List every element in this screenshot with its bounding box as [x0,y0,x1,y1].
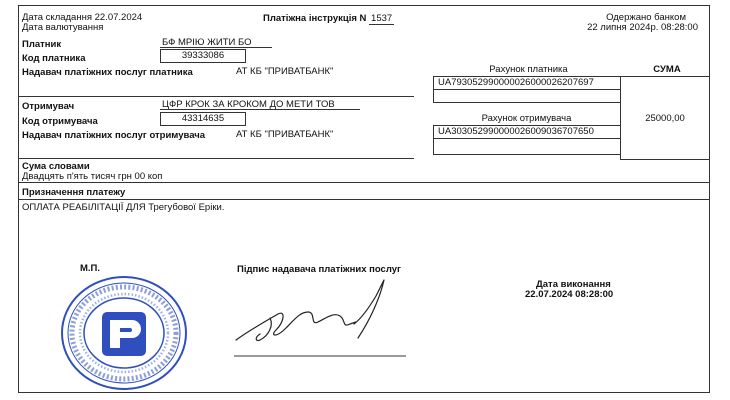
payee-name: ЦФР КРОК ЗА КРОКОМ ДО МЕТИ ТОВ [162,99,335,110]
execution-datetime: 22.07.2024 08:28:00 [525,289,614,300]
amount-header: СУМА [653,64,681,75]
payer-label: Платник [22,39,62,50]
payer-code-label: Код платника [22,53,86,64]
title-prefix: Платіжна інструкція N [263,13,367,24]
received-by-bank: Одержано банком [606,12,686,23]
signature-flourish-stroke [354,280,384,338]
payer-account-header: Рахунок платника [489,64,568,75]
signature-label: Підпис надавача платіжних послуг [237,264,401,275]
date-created: Дата складання 22.07.2024 [22,12,143,23]
payer-name-underline [160,47,272,48]
amount-words-divider [18,182,710,183]
payee-divider [18,158,414,159]
date-value-label: Дата валютування [22,22,104,33]
payer-account: UA793052990000026000026207697 [433,76,621,90]
signature-main-stroke [236,312,356,340]
payee-name-underline [160,109,360,110]
payer-psp: АТ КБ "ПРИВАТБАНК" [236,66,334,77]
payee-psp-label: Надавач платіжних послуг отримувача [22,130,206,141]
execution-label: Дата виконання [536,279,611,290]
payee-code-label: Код отримувача [22,116,98,127]
bank-stamp-image [58,274,190,392]
payer-account-empty-row [433,89,621,103]
amount-column-bottom-border [620,159,710,160]
payer-code-box: 39333086 [160,49,246,63]
payee-account-header: Рахунок отримувача [481,113,572,124]
amount-value: 25000,00 [645,113,685,124]
signature-loop-stroke [256,318,271,341]
payer-divider [18,96,414,97]
payee-account: UA303052990000026009036707650 [433,125,621,139]
payee-psp: АТ КБ "ПРИВАТБАНК" [236,129,334,140]
purpose-text: ОПЛАТА РЕАБІЛІТАЦІЇ ДЛЯ Трегубової Еріки. [22,202,225,213]
payee-account-empty-row [433,138,621,155]
payer-psp-label: Надавач платіжних послуг платника [22,67,193,78]
amount-words-label: Сума словами [22,161,90,172]
purpose-divider [18,199,710,200]
document-title [263,13,394,24]
payer-name: БФ МРІЮ ЖИТИ БО [162,37,252,48]
privatbank-logo-icon [102,312,146,356]
handwritten-signature-image [230,278,410,358]
payee-code-box: 43314635 [160,112,246,126]
stamp-label: М.П. [80,263,101,274]
payee-label: Отримувач [22,101,75,112]
amount-words-text: Двадцять п'ять тисяч грн 00 коп [22,171,163,182]
received-datetime: 22 липня 2024р. 08:28:00 [587,22,698,33]
document-number: 1537 [371,13,393,24]
purpose-label: Призначення платежу [22,187,126,198]
